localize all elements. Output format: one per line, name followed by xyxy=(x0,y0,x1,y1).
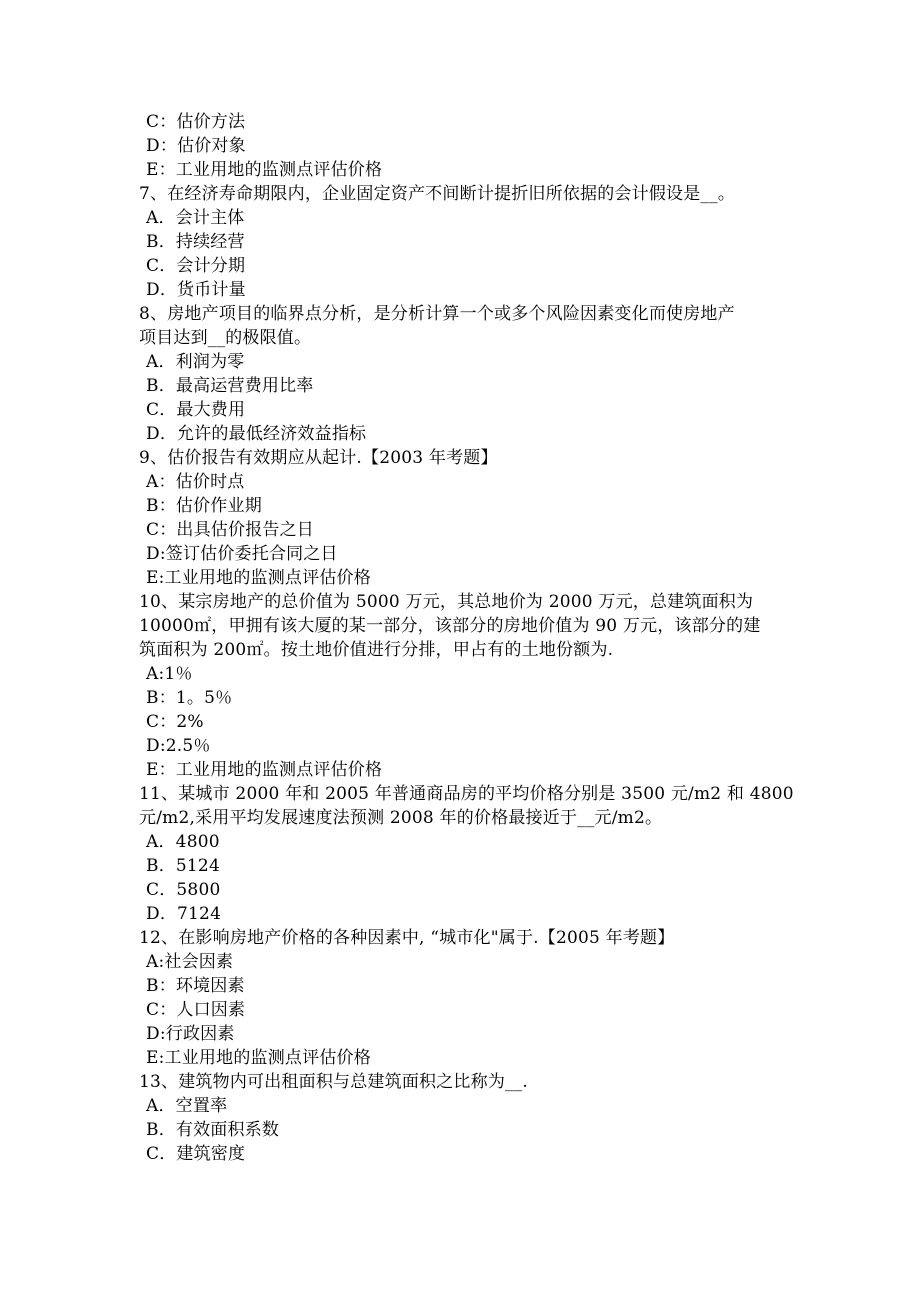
answer-option: A．4800 xyxy=(146,832,220,852)
answer-option: E：工业用地的监测点评估价格 xyxy=(146,760,383,780)
question-text: 8、房地产项目的临界点分析，是分析计算一个或多个风险因素变化而使房地产 xyxy=(139,304,735,324)
question-text: 7、在经济寿命期限内，企业固定资产不间断计提折旧所依据的会计假设是__。 xyxy=(139,184,736,204)
answer-option: A．会计主体 xyxy=(146,208,245,228)
answer-option: B：1。5％ xyxy=(146,688,233,708)
answer-option: D．货币计量 xyxy=(146,280,246,300)
question-text: 13、建筑物内可出租面积与总建筑面积之比称为__. xyxy=(139,1072,529,1092)
answer-option: C：出具估价报告之日 xyxy=(146,520,315,540)
answer-option: D:签订估价委托合同之日 xyxy=(146,544,338,564)
answer-option: B：环境因素 xyxy=(146,976,245,996)
answer-option: D．7124 xyxy=(146,904,222,924)
question-text-continued: 项目达到__的极限值。 xyxy=(139,328,312,348)
answer-option: A:1％ xyxy=(146,664,193,684)
answer-option: B．最高运营费用比率 xyxy=(146,376,314,396)
answer-option: D：估价对象 xyxy=(146,136,246,156)
question-list xyxy=(0,110,920,1166)
answer-option: C：2% xyxy=(146,712,204,732)
answer-option: D:行政因素 xyxy=(146,1024,235,1044)
answer-option: A．利润为零 xyxy=(146,352,245,372)
question-text: 10、某宗房地产的总价值为 5000 万元，其总地价为 2000 万元，总建筑面积为 xyxy=(139,592,754,612)
answer-option: C．5800 xyxy=(146,880,221,900)
question-text: 12、在影响房地产价格的各种因素中, “城市化"属于.【2005 年考题】 xyxy=(139,928,675,948)
answer-option: C：人口因素 xyxy=(146,1000,246,1020)
answer-option: E:工业用地的监测点评估价格 xyxy=(146,568,371,588)
answer-option: E:工业用地的监测点评估价格 xyxy=(146,1048,371,1068)
answer-option: A:社会因素 xyxy=(146,952,234,972)
answer-option: C．建筑密度 xyxy=(146,1144,246,1164)
answer-option: B．有效面积系数 xyxy=(146,1120,280,1140)
answer-option: B．5124 xyxy=(146,856,220,876)
answer-option: D．允许的最低经济效益指标 xyxy=(146,424,367,444)
answer-option: C．最大费用 xyxy=(146,400,246,420)
question-text: 9、估价报告有效期应从起计.【2003 年考题】 xyxy=(139,448,498,468)
question-text-continued: 元/m2,采用平均发展速度法预测 2008 年的价格最接近于__元/m2。 xyxy=(139,808,663,828)
answer-option: B．持续经营 xyxy=(146,232,245,252)
answer-option: B：估价作业期 xyxy=(146,496,262,516)
answer-option: A：估价时点 xyxy=(146,472,245,492)
answer-option: D:2.5％ xyxy=(146,736,211,756)
answer-option: C：估价方法 xyxy=(146,112,246,132)
question-text-continued: 筑面积为 200㎡。按土地价值进行分排，甲占有的土地份额为. xyxy=(139,640,614,660)
answer-option: C．会计分期 xyxy=(146,256,246,276)
question-text-continued: 10000㎡，甲拥有该大厦的某一部分，该部分的房地价值为 90 万元，该部分的建 xyxy=(139,616,761,636)
answer-option: A．空置率 xyxy=(146,1096,228,1116)
question-text: 11、某城市 2000 年和 2005 年普通商品房的平均价格分别是 3500 元/m2 和 4800 xyxy=(139,784,794,804)
answer-option: E：工业用地的监测点评估价格 xyxy=(146,160,383,180)
